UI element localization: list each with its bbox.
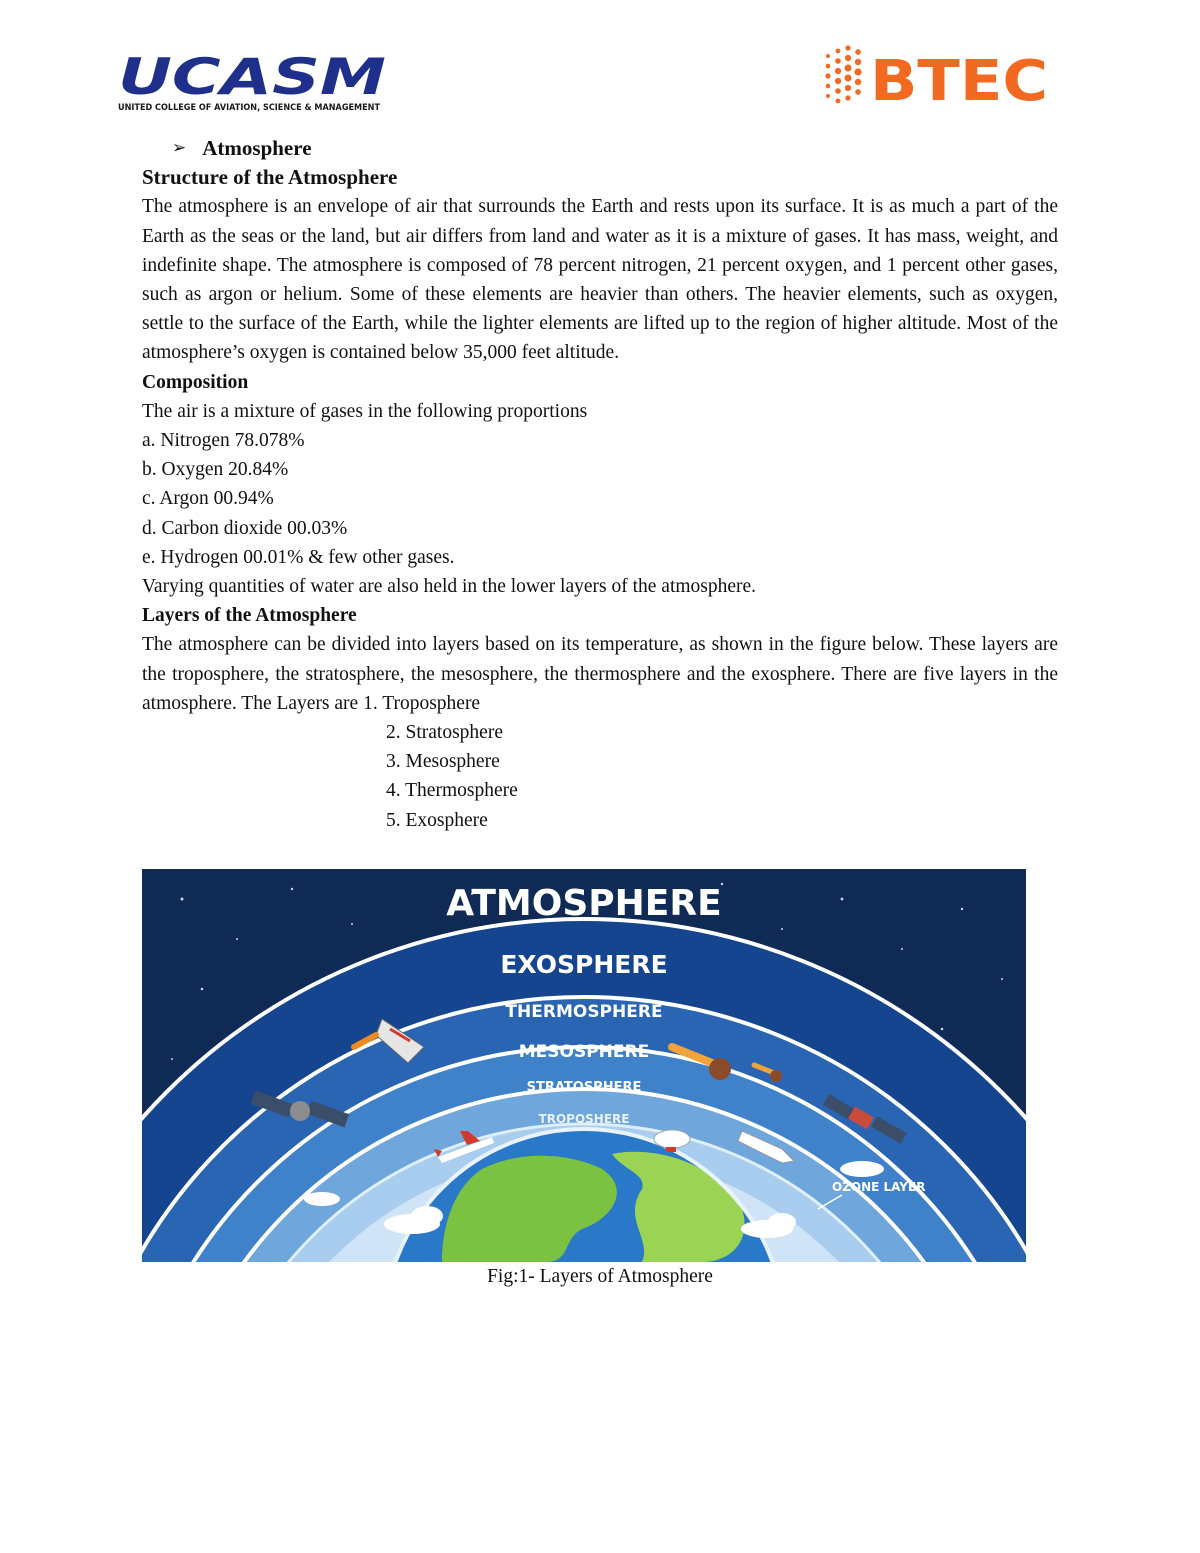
btec-logo	[820, 42, 1052, 108]
atmosphere-figure	[142, 869, 1026, 1262]
composition-note: Varying quantities of water are also held in the lower layers of the atmosphere.	[142, 576, 757, 598]
band-label-troposphere: TROPOSHERE	[538, 1112, 630, 1126]
layers-list	[386, 718, 1058, 835]
btec-dot-pattern-icon	[825, 45, 861, 103]
layers-paragraph: The atmosphere can be divided into layers based on its temperature, as shown in the figure below. These layers are the troposphere, the stratosphere, the mesosphere, the thermosphere and the exosphere. There are five layers in the atmosphere. The Layers are 1. Troposphere	[142, 634, 1058, 714]
band-label-thermosphere: THERMOSPHERE	[505, 1002, 663, 1022]
composition-item-oxygen: b. Oxygen 20.84%	[142, 459, 289, 481]
btec-logo-wordmark: BTEC	[870, 49, 1048, 108]
layers-list-item: 3. Mesosphere	[386, 751, 500, 773]
arrow-bullet-icon: ➢	[172, 138, 187, 158]
ucasm-logo-tagline: UNITED COLLEGE OF AVIATION, SCIENCE & MANAGEMENT	[118, 103, 381, 113]
composition-item-nitrogen: a. Nitrogen 78.078%	[142, 430, 305, 452]
structure-heading: Structure of the Atmosphere	[142, 165, 398, 190]
layers-list-item: 4. Thermosphere	[386, 780, 518, 802]
band-label-stratosphere: STRATOSPHERE	[526, 1080, 642, 1095]
ozone-layer-label: OZONE LAYER	[832, 1180, 926, 1194]
layers-list-item: 5. Exosphere	[386, 809, 488, 831]
band-label-mesosphere: MESOSPHERE	[518, 1042, 650, 1062]
figure-caption: Fig:1- Layers of Atmosphere	[487, 1266, 713, 1287]
composition-item-argon: c. Argon 00.94%	[142, 488, 274, 510]
composition-item-hydrogen: e. Hydrogen 00.01% & few other gases.	[142, 546, 455, 568]
ucasm-logo	[116, 52, 392, 114]
figure-title: ATMOSPHERE	[446, 883, 722, 924]
composition-heading: Composition	[142, 371, 249, 393]
structure-paragraph: The atmosphere is an envelope of air that surrounds the Earth and rests upon its surface. It is as much a part of the Earth as the seas or the land, but air differs from land and water as it is a mixture of gases. It has mass, weight, and indefinite shape. The atmosphere is composed of 78 percent nitrogen, 21 percent oxygen, and 1 percent other gases, such as argon or helium. Some of these elements are heavier than others. The heavier elements, such as oxygen, settle to the surface of the Earth, while the lighter elements are lifted up to the region of higher altitude. Most of the atmosphere’s oxygen is contained below 35,000 feet altitude.	[142, 196, 1058, 364]
document-body	[142, 134, 1058, 835]
section-bullet	[172, 134, 1058, 163]
band-label-exosphere: EXOSPHERE	[500, 950, 668, 979]
section-title: Atmosphere	[202, 136, 312, 160]
ucasm-logo-wordmark: UCASM	[118, 52, 386, 106]
composition-item-carbon-dioxide: d. Carbon dioxide 00.03%	[142, 517, 348, 539]
layers-heading: Layers of the Atmosphere	[142, 605, 357, 627]
composition-intro: The air is a mixture of gases in the following proportions	[142, 400, 588, 422]
layers-list-item: 2. Stratosphere	[386, 722, 503, 744]
